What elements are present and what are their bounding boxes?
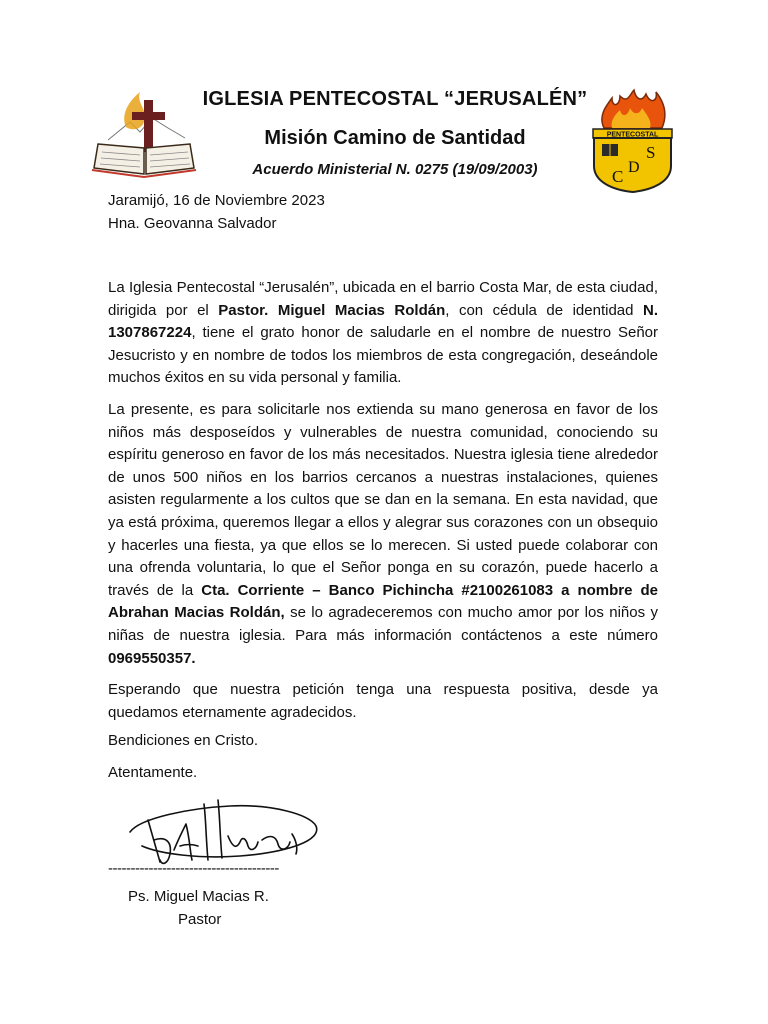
- logo-letter-c: C: [612, 167, 624, 186]
- bank-account: Cta. Corriente – Banco Pichincha #2100261083 a nombre de Abrahan Macias Roldán,: [108, 581, 659, 622]
- pastor-name: Pastor. Miguel Macias Roldán: [218, 301, 446, 319]
- letter-date: Jaramijó, 16 de Noviembre 2023: [108, 192, 325, 209]
- church-bible-cross-logo: [90, 82, 200, 182]
- logo-banner-text: PENTECOSTAL: [606, 131, 659, 139]
- paragraph-request: [108, 399, 658, 670]
- signer-role: Pastor: [178, 911, 222, 928]
- mission-subtitle: Misión Camino de Santidad: [264, 127, 526, 149]
- ministerial-agreement: Acuerdo Ministerial N. 0275 (19/09/2003): [252, 161, 538, 178]
- pentecostal-shield-logo: [590, 88, 675, 193]
- paragraph-hope: Esperando que nuestra petición tenga una respuesta positiva, desde ya quedamos eternamente agradecidos.: [108, 681, 658, 721]
- id-number: N. 1307867224: [108, 301, 659, 342]
- farewell: Atentamente.: [108, 764, 198, 781]
- signer-name: Ps. Miguel Macias R.: [128, 888, 269, 905]
- p2-text-a: La presente, es para solicitarle nos extienda su mano generosa en favor de los niños más desposeídos y vulnerables de nuestra comunidad, conociendo su espíritu generoso en favor de los más necesitados. Nuestra iglesia tiene alrededor de unos 500 niños en los barrios cercanos a nuestras instalaciones, quienes asisten regularmente a los cultos que se dan en la semana. En esta navidad, que ya está próxima, queremos llegar a ellos y alegrar sus corazones con un obsequio y hacerles una fiesta, ya que ellos se lo merecen. Si usted puede colaborar con una ofrenda voluntaria, lo que el Señor ponga en su corazón, puede hacerlo a través de la: [108, 400, 658, 599]
- p1-text-a: La Iglesia Pentecostal “Jerusalén”, ubicada en el barrio Costa Mar, de esta ciudad, dirigida por el: [108, 279, 658, 319]
- logo-letter-d: D: [628, 159, 640, 176]
- p2-text-c: se lo agradeceremos con mucho amor por los niños y niñas de nuestra iglesia. Para más información contáctenos a este número: [108, 604, 658, 644]
- closing-blessing: Bendiciones en Cristo.: [108, 732, 259, 749]
- signature-line: --------------------------------------: [108, 860, 279, 877]
- p1-text-c: , con cédula de identidad: [445, 301, 644, 319]
- letter-body: [108, 277, 658, 733]
- logo-letter-s: S: [646, 143, 656, 162]
- contact-phone: 0969550357.: [108, 649, 196, 667]
- p1-text-e: , tiene el grato honor de saludarle en el nombre de nuestro Señor Jesucristo y en nombre de todos los miembros de esta congregación, deseándole muchos éxitos en su vida personal y familia.: [108, 324, 658, 387]
- church-title: IGLESIA PENTECOSTAL “JERUSALÉN”: [202, 88, 588, 110]
- paragraph-introduction: [108, 277, 658, 390]
- letter-recipient: Hna. Geovanna Salvador: [108, 215, 277, 232]
